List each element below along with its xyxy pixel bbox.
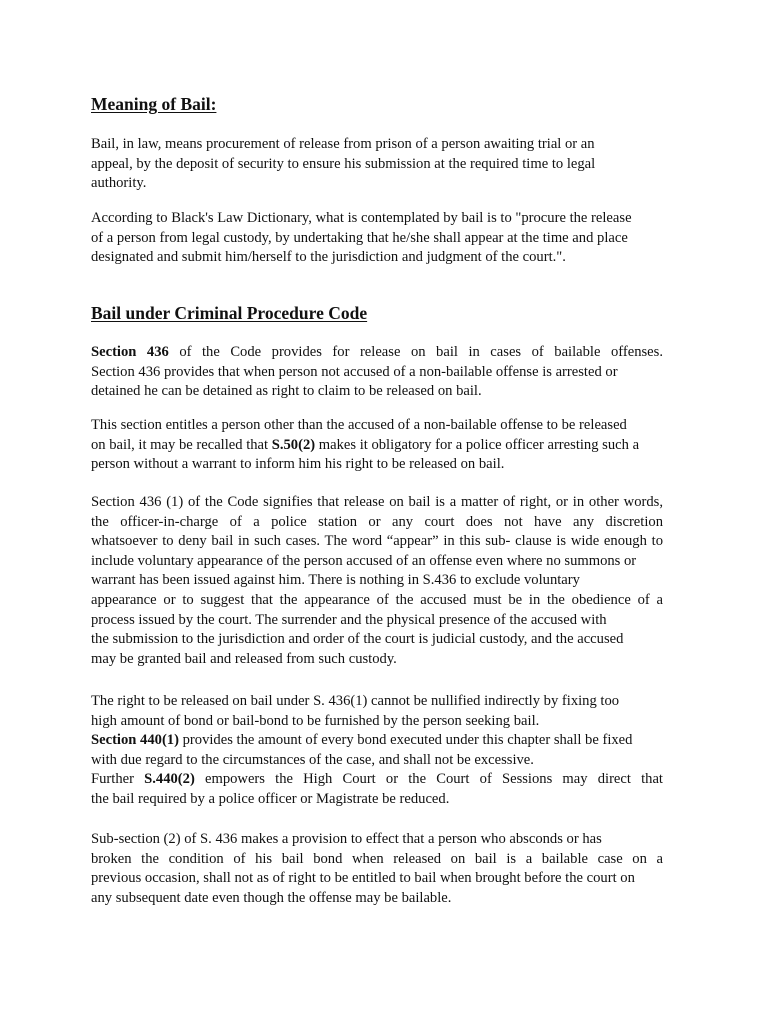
paragraph-sub-section-2: [91, 830, 663, 908]
text-line: designated and submit him/herself to the jurisdiction and judgment of the court.".: [91, 249, 566, 266]
paragraph-bail-definition: [91, 135, 663, 194]
text-line: of a person from legal custody, by undertaking that he/she shall appear at the time and place: [91, 229, 628, 246]
text-line: with due regard to the circumstances of the case, and shall not be excessive.: [91, 751, 534, 768]
text-line: Sub-section (2) of S. 436 makes a provision to effect that a person who absconds or has: [91, 831, 602, 847]
text-line: [91, 731, 663, 751]
text-run: provides the amount of every bond executed under this chapter shall be fixed: [178, 732, 633, 749]
text-line: include voluntary appearance of the person accused of an offense even where no summons or: [91, 552, 637, 569]
text-run: Further: [91, 771, 145, 788]
text-run: makes it obligatory for a police officer arresting such a: [315, 436, 640, 453]
text-line: detained he can be detained as right to claim to be released on bail.: [91, 383, 482, 400]
bold-term: Section 436: [91, 344, 169, 360]
text-line: [91, 436, 663, 456]
paragraph-section-entitles: [91, 416, 663, 475]
text-line: appearance or to suggest that the appearance of the accused must be in the obedience of a: [91, 591, 663, 608]
bold-term: S.440(2): [144, 771, 195, 788]
text-line: appeal, by the deposit of security to ensure his submission at the required time to legal: [91, 155, 596, 172]
text-run: empowers the High Court or the Court of Sessions may direct that: [194, 771, 663, 788]
text-line: warrant has been issued against him. There is nothing in S.436 to exclude voluntary: [91, 572, 580, 589]
text-line: According to Black's Law Dictionary, what is contemplated by bail is to "procure the release: [91, 210, 632, 226]
text-line: The right to be released on bail under S. 436(1) cannot be nullified indirectly by fixing too: [91, 693, 620, 709]
text-line: person without a warrant to inform him his right to be released on bail.: [91, 456, 505, 473]
paragraph-right-to-bail: [91, 692, 663, 810]
text-line: the officer-in-charge of a police station or any court does not have any discretion: [91, 513, 663, 530]
text-line: broken the condition of his bail bond when released on bail is a bailable case on a: [91, 850, 663, 867]
text-line: [91, 770, 663, 790]
text-line: any subsequent date even though the offense may be bailable.: [91, 889, 452, 906]
text-line: authority.: [91, 175, 147, 192]
paragraph-section-436: [91, 343, 663, 402]
text-line: process issued by the court. The surrender and the physical presence of the accused with: [91, 611, 607, 628]
text-line: may be granted bail and released from such custody.: [91, 650, 397, 667]
text-line: high amount of bond or bail-bond to be furnished by the person seeking bail.: [91, 712, 540, 729]
heading-bail-crpc: Bail under Criminal Procedure Code: [91, 303, 368, 323]
paragraph-section-436-1: [91, 493, 663, 669]
bold-term: Section 440(1): [91, 732, 179, 749]
text-line: [91, 343, 663, 363]
text-line: previous occasion, shall not as of right to be entitled to bail when brought before the court on: [91, 870, 635, 887]
text-line: This section entitles a person other than the accused of a non-bailable offense to be released: [91, 417, 627, 433]
text-run: of the Code provides for release on bail in cases of bailable offenses.: [168, 344, 663, 360]
text-run: on bail, it may be recalled that: [91, 436, 272, 453]
text-line: the submission to the jurisdiction and order of the court is judicial custody, and the accused: [91, 631, 624, 648]
text-line: the bail required by a police officer or Magistrate be reduced.: [91, 790, 450, 807]
text-line: Section 436 provides that when person not accused of a non-bailable offense is arrested or: [91, 363, 618, 380]
bold-term: S.50(2): [271, 436, 316, 453]
text-line: whatsoever to deny bail in such cases. The word “appear” in this sub- clause is wide enough to: [91, 533, 663, 550]
heading-meaning-of-bail: Meaning of Bail:: [91, 94, 217, 114]
paragraph-blacks-law: [91, 209, 663, 268]
text-line: Bail, in law, means procurement of release from prison of a person awaiting trial or an: [91, 136, 595, 152]
text-line: Section 436 (1) of the Code signifies that release on bail is a matter of right, or in other words,: [91, 494, 663, 510]
